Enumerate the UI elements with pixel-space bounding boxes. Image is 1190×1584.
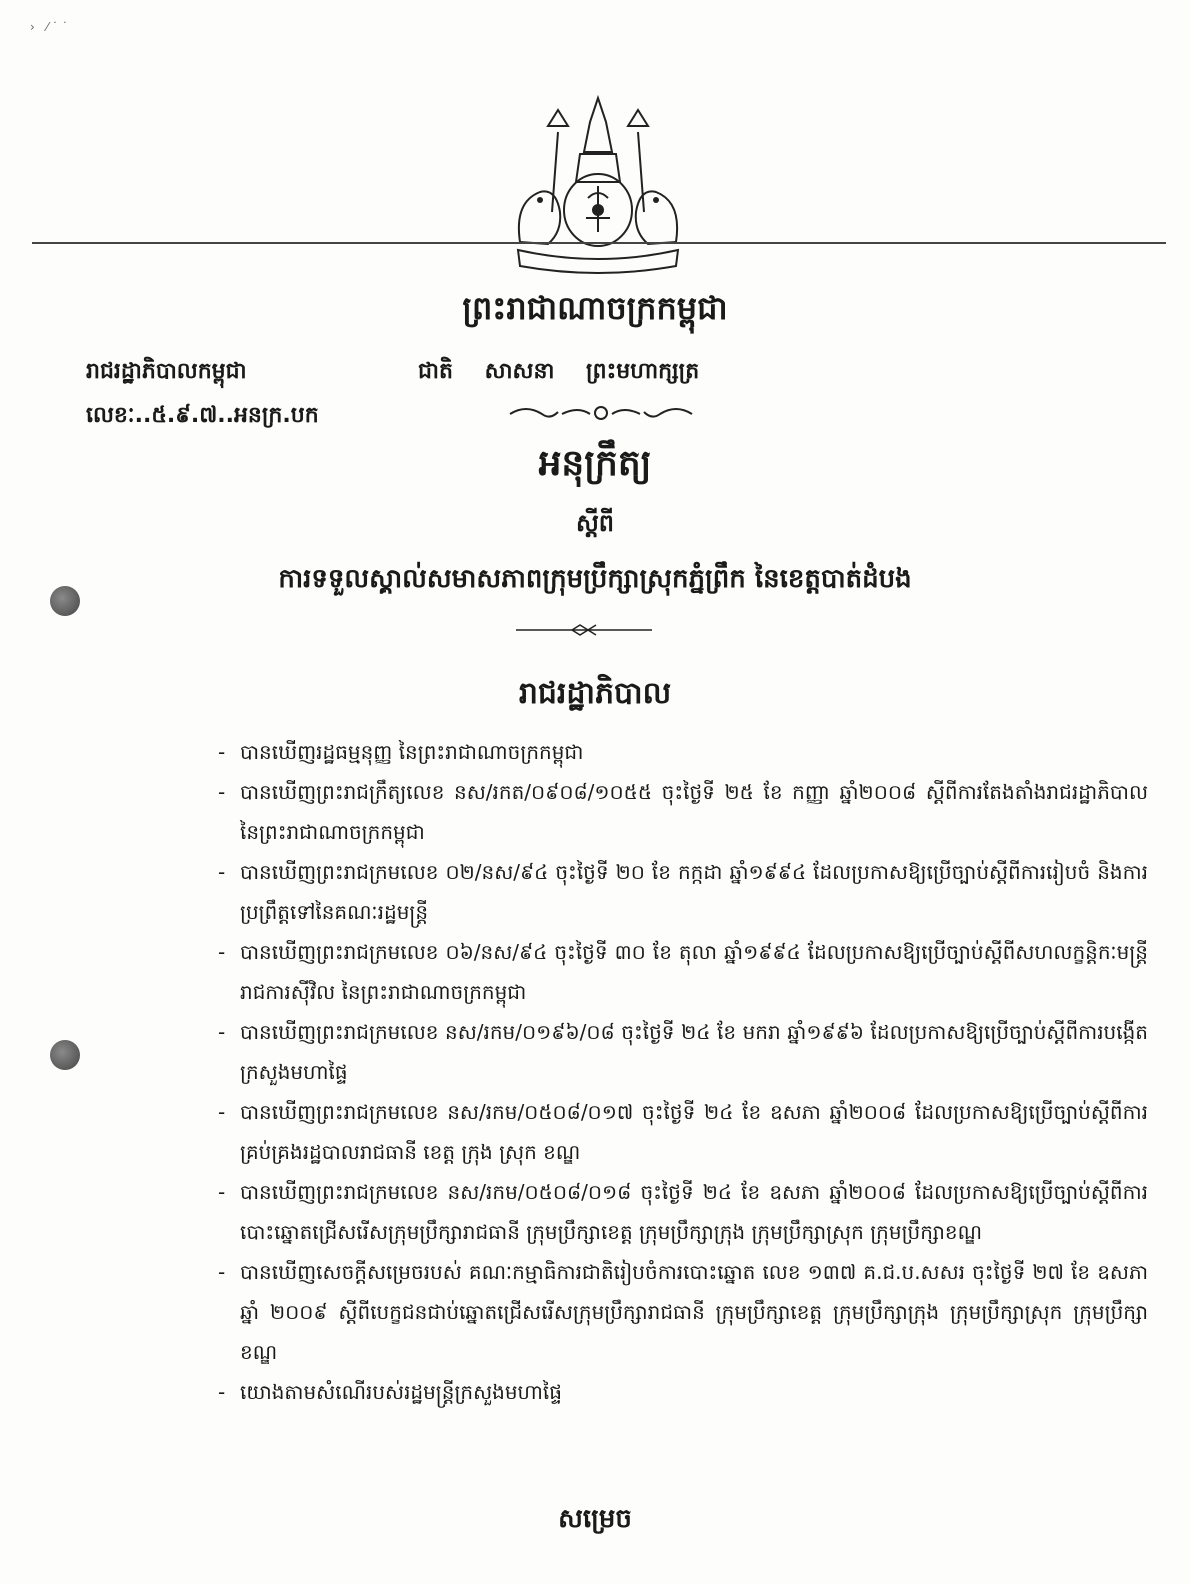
kingdom-heading: ព្រះរាជាណាចក្រកម្ពុជា	[462, 289, 728, 327]
reference-list	[218, 732, 1148, 1412]
document-title: អនុក្រឹត្យ	[538, 443, 652, 484]
list-item: - បានឃើញព្រះរាជក្រឹត្យលេខ នស/រកត/០៩០៨/១០៥៥ ចុះថ្ងៃទី ២៥ ខែ កញ្ញា ឆ្នាំ២០០៨ ស្តីពីការតែងតាំងរាជរដ្ឋាភិបាល នៃព្រះរាជាណាចក្រកម្ពុជា	[218, 772, 1148, 852]
list-item: - បានឃើញសេចក្តីសម្រេចរបស់ គណៈកម្មាធិការជាតិរៀបចំការបោះឆ្នោត លេខ ១៣៧ គ.ជ.ប.សសរ ចុះថ្ងៃទី ២៧ ខែ ឧសភា ឆ្នាំ ២០០៩ ស្តីពីបេក្ខជនជាប់ឆ្នោតជ្រើសរើសក្រុមប្រឹក្សារាជធានី ក្រុមប្រឹក្សាខេត្ត ក្រុមប្រឹក្សាក្រុង ក្រុមប្រឹក្សាស្រុក ក្រុមប្រឹក្សាខណ្ឌ	[218, 1252, 1148, 1372]
list-item: - បានឃើញរដ្ឋធម្មនុញ្ញ នៃព្រះរាជាណាចក្រកម្ពុជា	[218, 732, 1148, 772]
about-label: ស្តីពី	[575, 509, 615, 537]
list-item: - បានឃើញព្រះរាជក្រមលេខ ០៦/នស/៩៤ ចុះថ្ងៃទី ៣០ ខែ តុលា ឆ្នាំ១៩៩៤ ដែលប្រកាសឱ្យប្រើច្បាប់ស្តីពីសហលក្ខន្តិកៈមន្ត្រីរាជការស៊ីវិល នៃព្រះរាជាណាចក្រកម្ពុជា	[218, 932, 1148, 1012]
punch-hole	[50, 1040, 80, 1070]
list-item: - បានឃើញព្រះរាជក្រមលេខ នស/រកម/០១៩៦/០៨ ចុះថ្ងៃទី ២៤ ខែ មករា ឆ្នាំ១៩៩៦ ដែលប្រកាសឱ្យប្រើច្បាប់ស្តីពីការបង្កើតក្រសួងមហាផ្ទៃ	[218, 1012, 1148, 1092]
decision-heading: សម្រេច	[558, 1504, 632, 1534]
document-subject: ការទទួលស្គាល់សមាសភាពក្រុមប្រឹក្សាស្រុកភ្នំព្រឹក នៃខេត្តបាត់ដំបង	[278, 564, 912, 594]
document-number: លេខៈ..៥.៩.៧..អនក្រ.បក	[86, 403, 319, 428]
ornament-divider	[506, 402, 696, 424]
header-rule	[32, 242, 1166, 244]
issuer-block	[86, 352, 319, 440]
list-item: - យោងតាមសំណើរបស់រដ្ឋមន្ត្រីក្រសួងមហាផ្ទៃ	[218, 1372, 1148, 1412]
government-heading: រាជរដ្ឋាភិបាល	[518, 676, 672, 711]
list-item: - បានឃើញព្រះរាជក្រមលេខ ០២/នស/៩៤ ចុះថ្ងៃទី ២០ ខែ កក្កដា ឆ្នាំ១៩៩៤ ដែលប្រកាសឱ្យប្រើច្បាប់ស្តីពីការរៀបចំ និងការប្រព្រឹត្តទៅនៃគណៈរដ្ឋមន្ត្រី	[218, 852, 1148, 932]
section-divider	[516, 624, 652, 636]
scan-artifact: › ⁄ ˙ ˙	[30, 20, 68, 34]
list-item: - បានឃើញព្រះរាជក្រមលេខ នស/រកម/០៥០៨/០១៨ ចុះថ្ងៃទី ២៤ ខែ ឧសភា ឆ្នាំ២០០៨ ដែលប្រកាសឱ្យប្រើច្បាប់ស្តីពីការបោះឆ្នោតជ្រើសរើសក្រុមប្រឹក្សារាជធានី ក្រុមប្រឹក្សាខេត្ត ក្រុមប្រឹក្សាក្រុង ក្រុមប្រឹក្សាស្រុក ក្រុមប្រឹក្សាខណ្ឌ	[218, 1172, 1148, 1252]
list-item: - បានឃើញព្រះរាជក្រមលេខ នស/រកម/០៥០៨/០១៧ ចុះថ្ងៃទី ២៤ ខែ ឧសភា ឆ្នាំ២០០៨ ដែលប្រកាសឱ្យប្រើច្បាប់ស្តីពីការគ្រប់គ្រងរដ្ឋបាលរាជធានី ខេត្ត ក្រុង ស្រុក ខណ្ឌ	[218, 1092, 1148, 1172]
national-motto: ជាតិ សាសនា ព្រះមហាក្សត្រ	[418, 359, 700, 384]
royal-coat-of-arms-icon	[500, 92, 696, 277]
issuer-name: រាជរដ្ឋាភិបាលកម្ពុជា	[86, 359, 247, 384]
